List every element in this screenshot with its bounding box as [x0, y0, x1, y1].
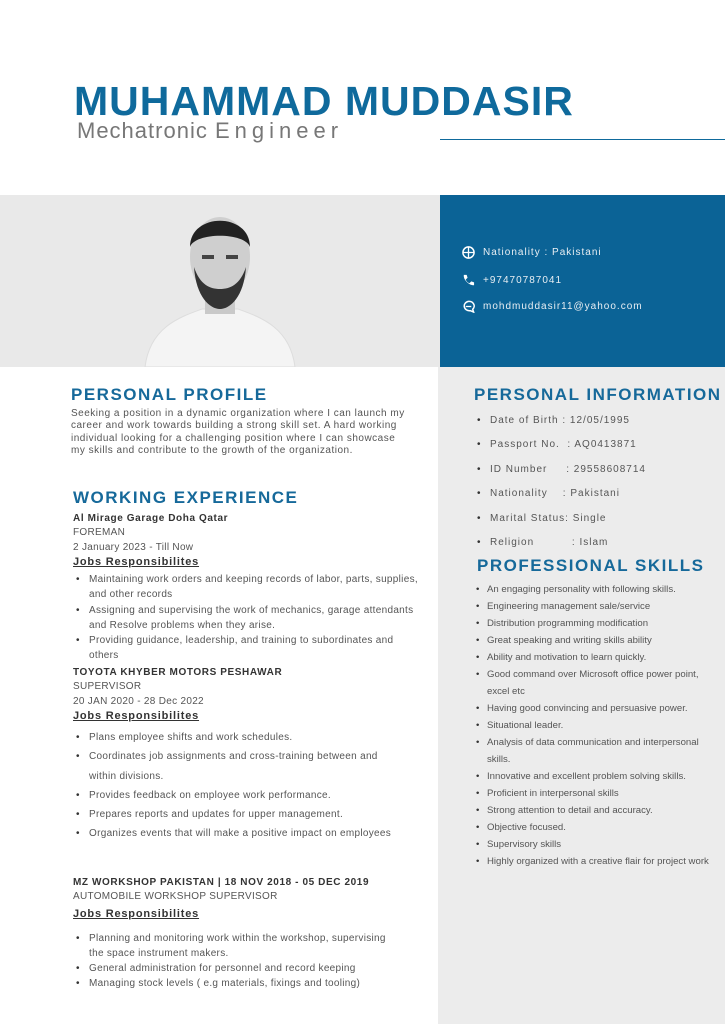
- role: SUPERVISOR: [73, 681, 142, 692]
- list-item: • Assigning and supervising the work of mechanics, garage attendants and Resolve problems when they arise.: [73, 603, 423, 634]
- responsibilities-label: Jobs Responsibilites: [73, 710, 200, 722]
- contact-panel: [440, 195, 725, 367]
- job-title-b: Engineer: [214, 118, 344, 143]
- candidate-name: MUHAMMAD MUDDASIR: [74, 78, 574, 124]
- list-item: • Maintaining work orders and keeping records of labor, parts, supplies, and other records: [73, 572, 423, 603]
- list-item: • Planning and monitoring work within the workshop, supervising the space instrument makers.: [73, 931, 403, 962]
- list-item: • Prepares reports and updates for upper management.: [73, 805, 403, 824]
- company: Al Mirage Garage Doha Qatar: [73, 513, 229, 524]
- company: TOYOTA KHYBER MOTORS PESHAWAR: [73, 667, 283, 678]
- phone-text: +97470787041: [483, 275, 563, 286]
- list-item: • Situational leader.: [473, 717, 718, 734]
- globe-icon: [462, 246, 475, 259]
- list-item: • Ability and motivation to learn quickly.: [473, 649, 718, 666]
- job-1: [73, 511, 423, 664]
- job-3: [73, 875, 403, 992]
- job-title-a: Mechatronic: [77, 118, 208, 143]
- responsibilities-label: Jobs Responsibilites: [73, 907, 200, 920]
- contact-email[interactable]: [462, 300, 643, 313]
- list-item: • ID Number : 29558608714: [474, 458, 714, 482]
- list-item: • Great speaking and writing skills ability: [473, 632, 718, 649]
- list-item: • Objective focused.: [473, 819, 718, 836]
- list-item: • General administration for personnel and record keeping: [73, 961, 403, 976]
- role: AUTOMOBILE WORKSHOP SUPERVISOR: [73, 891, 278, 902]
- list-item: • Proficient in interpersonal skills: [473, 785, 718, 802]
- responsibilities-label: Jobs Responsibilites: [73, 556, 200, 568]
- list-item: • Provides feedback on employee work performance.: [73, 786, 403, 805]
- list-item: • Engineering management sale/service: [473, 598, 718, 615]
- list-item: • Strong attention to detail and accuracy.: [473, 802, 718, 819]
- list-item: • Supervisory skills: [473, 836, 718, 853]
- list-item: • Innovative and excellent problem solving skills.: [473, 768, 718, 785]
- personal-info-list: [474, 409, 714, 555]
- company: MZ WORKSHOP PAKISTAN | 18 NOV 2018 - 05 DEC 2019: [73, 877, 370, 888]
- dates: 20 JAN 2020 - 28 Dec 2022: [73, 695, 204, 707]
- skills-heading: PROFESSIONAL SKILLS: [477, 556, 705, 575]
- list-item: • Analysis of data communication and interpersonal skills.: [473, 734, 718, 768]
- chat-icon: [462, 300, 475, 313]
- list-item: • Highly organized with a creative flair for project work: [473, 853, 718, 870]
- list-item: • Good command over Microsoft office power point, excel etc: [473, 666, 718, 700]
- list-item: • Nationality : Pakistani: [474, 482, 714, 506]
- phone-icon: [462, 274, 475, 287]
- contact-nationality: [462, 246, 602, 259]
- contact-phone: [462, 274, 562, 287]
- personal-info-heading: PERSONAL INFORMATION: [474, 385, 722, 404]
- list-item: • Providing guidance, leadership, and training to subordinates and others: [73, 633, 423, 664]
- header-divider: [440, 139, 725, 140]
- list-item: • Marital Status: Single: [474, 507, 714, 531]
- role: FOREMAN: [73, 527, 126, 538]
- list-item: • Plans employee shifts and work schedules.: [73, 728, 403, 747]
- profile-text: Seeking a position in a dynamic organization where I can launch my career and work towards building a strong skill set. A hard working individual looking for a challenging position where I can showcase my skills and contribute to the growth of the organization.: [71, 408, 405, 457]
- list-item: • Date of Birth : 12/05/1995: [474, 409, 714, 433]
- list-item: • Having good convincing and persuasive power.: [473, 700, 718, 717]
- experience-heading: WORKING EXPERIENCE: [73, 488, 299, 507]
- list-item: • Organizes events that will make a positive impact on employees: [73, 824, 403, 843]
- nationality-text: Nationality : Pakistani: [483, 247, 602, 258]
- list-item: • Passport No. : AQ0413871: [474, 433, 714, 457]
- job-2: [73, 665, 403, 844]
- list-item: • Distribution programming modification: [473, 615, 718, 632]
- profile-heading: PERSONAL PROFILE: [71, 385, 268, 404]
- job-title: [77, 118, 343, 144]
- list-item: • An engaging personality with following skills.: [473, 581, 718, 598]
- list-item: • Coordinates job assignments and cross-training between and within divisions.: [73, 747, 403, 786]
- email-text[interactable]: mohdmuddasir11@yahoo.com: [483, 301, 643, 312]
- dates: 2 January 2023 - Till Now: [73, 541, 194, 553]
- skills-list: [473, 581, 718, 870]
- profile-photo: [140, 197, 300, 367]
- list-item: • Religion : Islam: [474, 531, 714, 555]
- list-item: • Managing stock levels ( e.g materials, fixings and tooling): [73, 976, 403, 991]
